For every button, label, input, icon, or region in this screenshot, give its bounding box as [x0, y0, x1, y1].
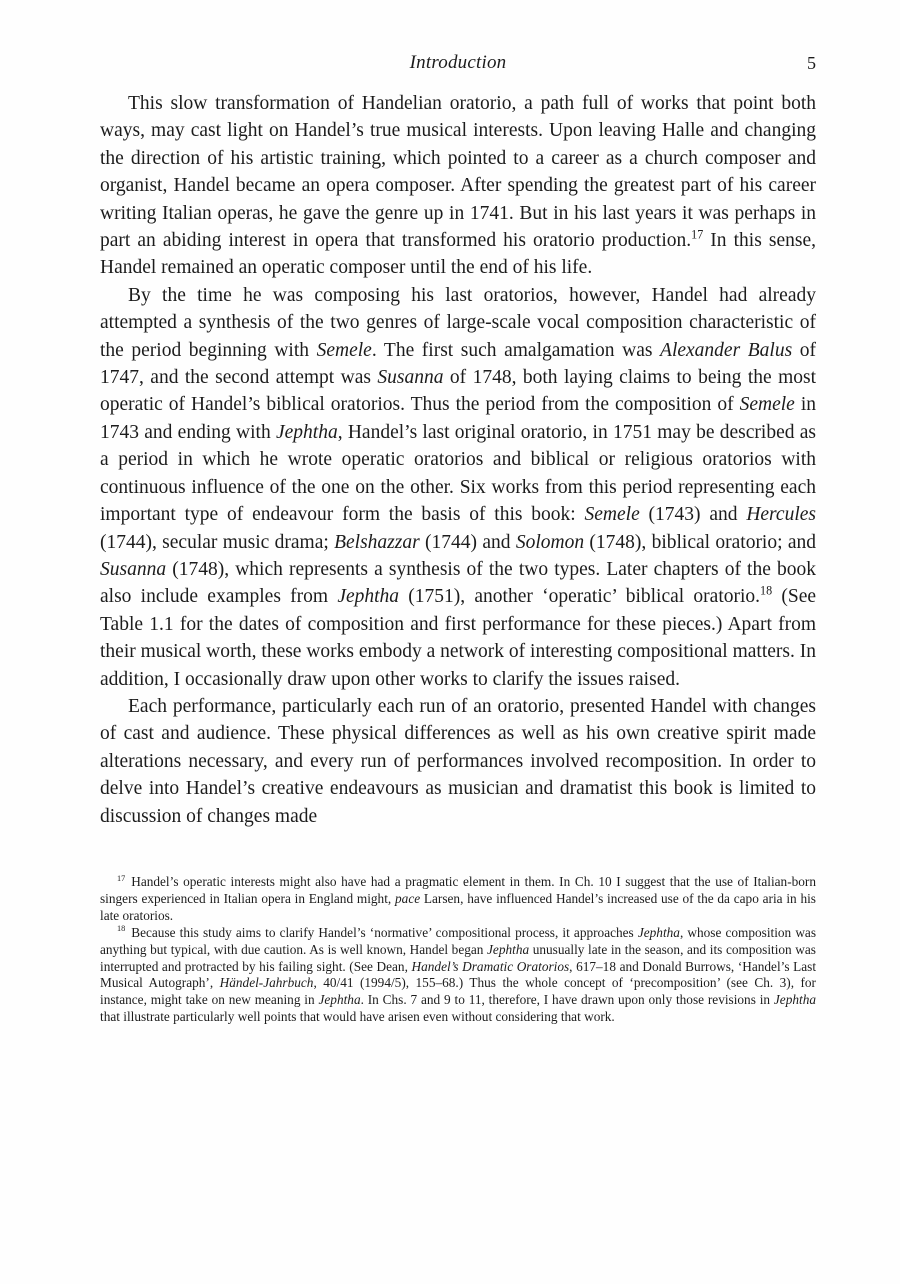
footnote-17: $^{17}$ Handel’s operatic interests might also have had a pragmatic element in them. In Ch. 10 I suggest that the use of Italian-born singers experienced in Italian opera in England might, pace Larsen, have influenced Handel’s increased use of the da capo aria in his late oratorios. [100, 873, 816, 923]
page-number: 5 [807, 53, 816, 73]
paragraph-3: Each performance, particularly each run of an oratorio, presented Handel with changes of cast and audience. These physical differences as well as his own creative spirit made alterations necessary, and every run of performances involved recomposition. In order to delve into Handel’s creative endeavours as musician and dramatist this book is limited to discussion of changes made [100, 695, 816, 827]
running-header-title: Introduction [409, 52, 507, 73]
body-text [100, 90, 816, 830]
running-header [100, 52, 816, 78]
footnote-18: $^{18}$ Because this study aims to clarify Handel’s ‘normative’ compositional process, it approaches Jephtha, whose composition was anything but typical, with due caution. As is well known, Handel began Jephtha unusually late in the season, and its composition was interrupted and protracted by his failing sight. (See Dean, Handel’s Dramatic Oratorios, 617–18 and Donald Burrows, ‘Handel’s Last Musical Autograph’, Händel-Jahrbuch, 40/41 (1994/5), 155–68.) Thus the whole concept of ‘precomposition’ (see Ch. 3), for instance, might take on new meaning in Jephtha. In Chs. 7 and 9 to 11, therefore, I have drawn upon only those revisions in Jephtha that illustrate particularly well points that would have arisen even without considering that work. [100, 924, 817, 1025]
footnotes [100, 874, 816, 1026]
paragraph-2: By the time he was composing his last oratorios, however, Handel had already attempted a synthesis of the two genres of large-scale vocal composition characteristic of the period beginning with Semele. The first such amalgamation was Alexander Balus of 1747, and the second attempt was Susanna of 1748, both laying claims to being the most operatic of Handel’s biblical oratorios. Thus the period from the composition of Semele in 1743 and ending with Jephtha, Handel’s last original oratorio, in 1751 may be described as a period in which he wrote operatic oratorios and biblical or religious oratorios with continuous influence of the one on the other. Six works from this period representing each important type of endeavour form the basis of this book: Semele (1743) and Hercules (1744), secular music drama; Belshazzar (1744) and Solomon (1748), biblical oratorio; and Susanna (1748), which represents a synthesis of the two types. Later chapters of the book also include examples from Jephtha (1751), another ‘operatic’ biblical oratorio.$^{18}$ (See Table 1.1 for the dates of composition and first performance for these pieces.) Apart from their musical worth, these works embody a network of interesting compositional matters. In addition, I occasionally draw upon other works to clarify the issues raised. [100, 284, 817, 690]
paragraph-1: This slow transformation of Handelian oratorio, a path full of works that point both ways, may cast light on Handel’s true musical interests. Upon leaving Halle and changing the direction of his artistic training, which pointed to a career as a church composer and organist, Handel became an opera composer. After spending the greatest part of his career writing Italian operas, he gave the genre up in 1741. But in his last years it was perhaps in part an abiding interest in opera that transformed his oratorio production.$^{17}$ In this sense, Handel remained an operatic composer until the end of his life. [100, 93, 816, 279]
